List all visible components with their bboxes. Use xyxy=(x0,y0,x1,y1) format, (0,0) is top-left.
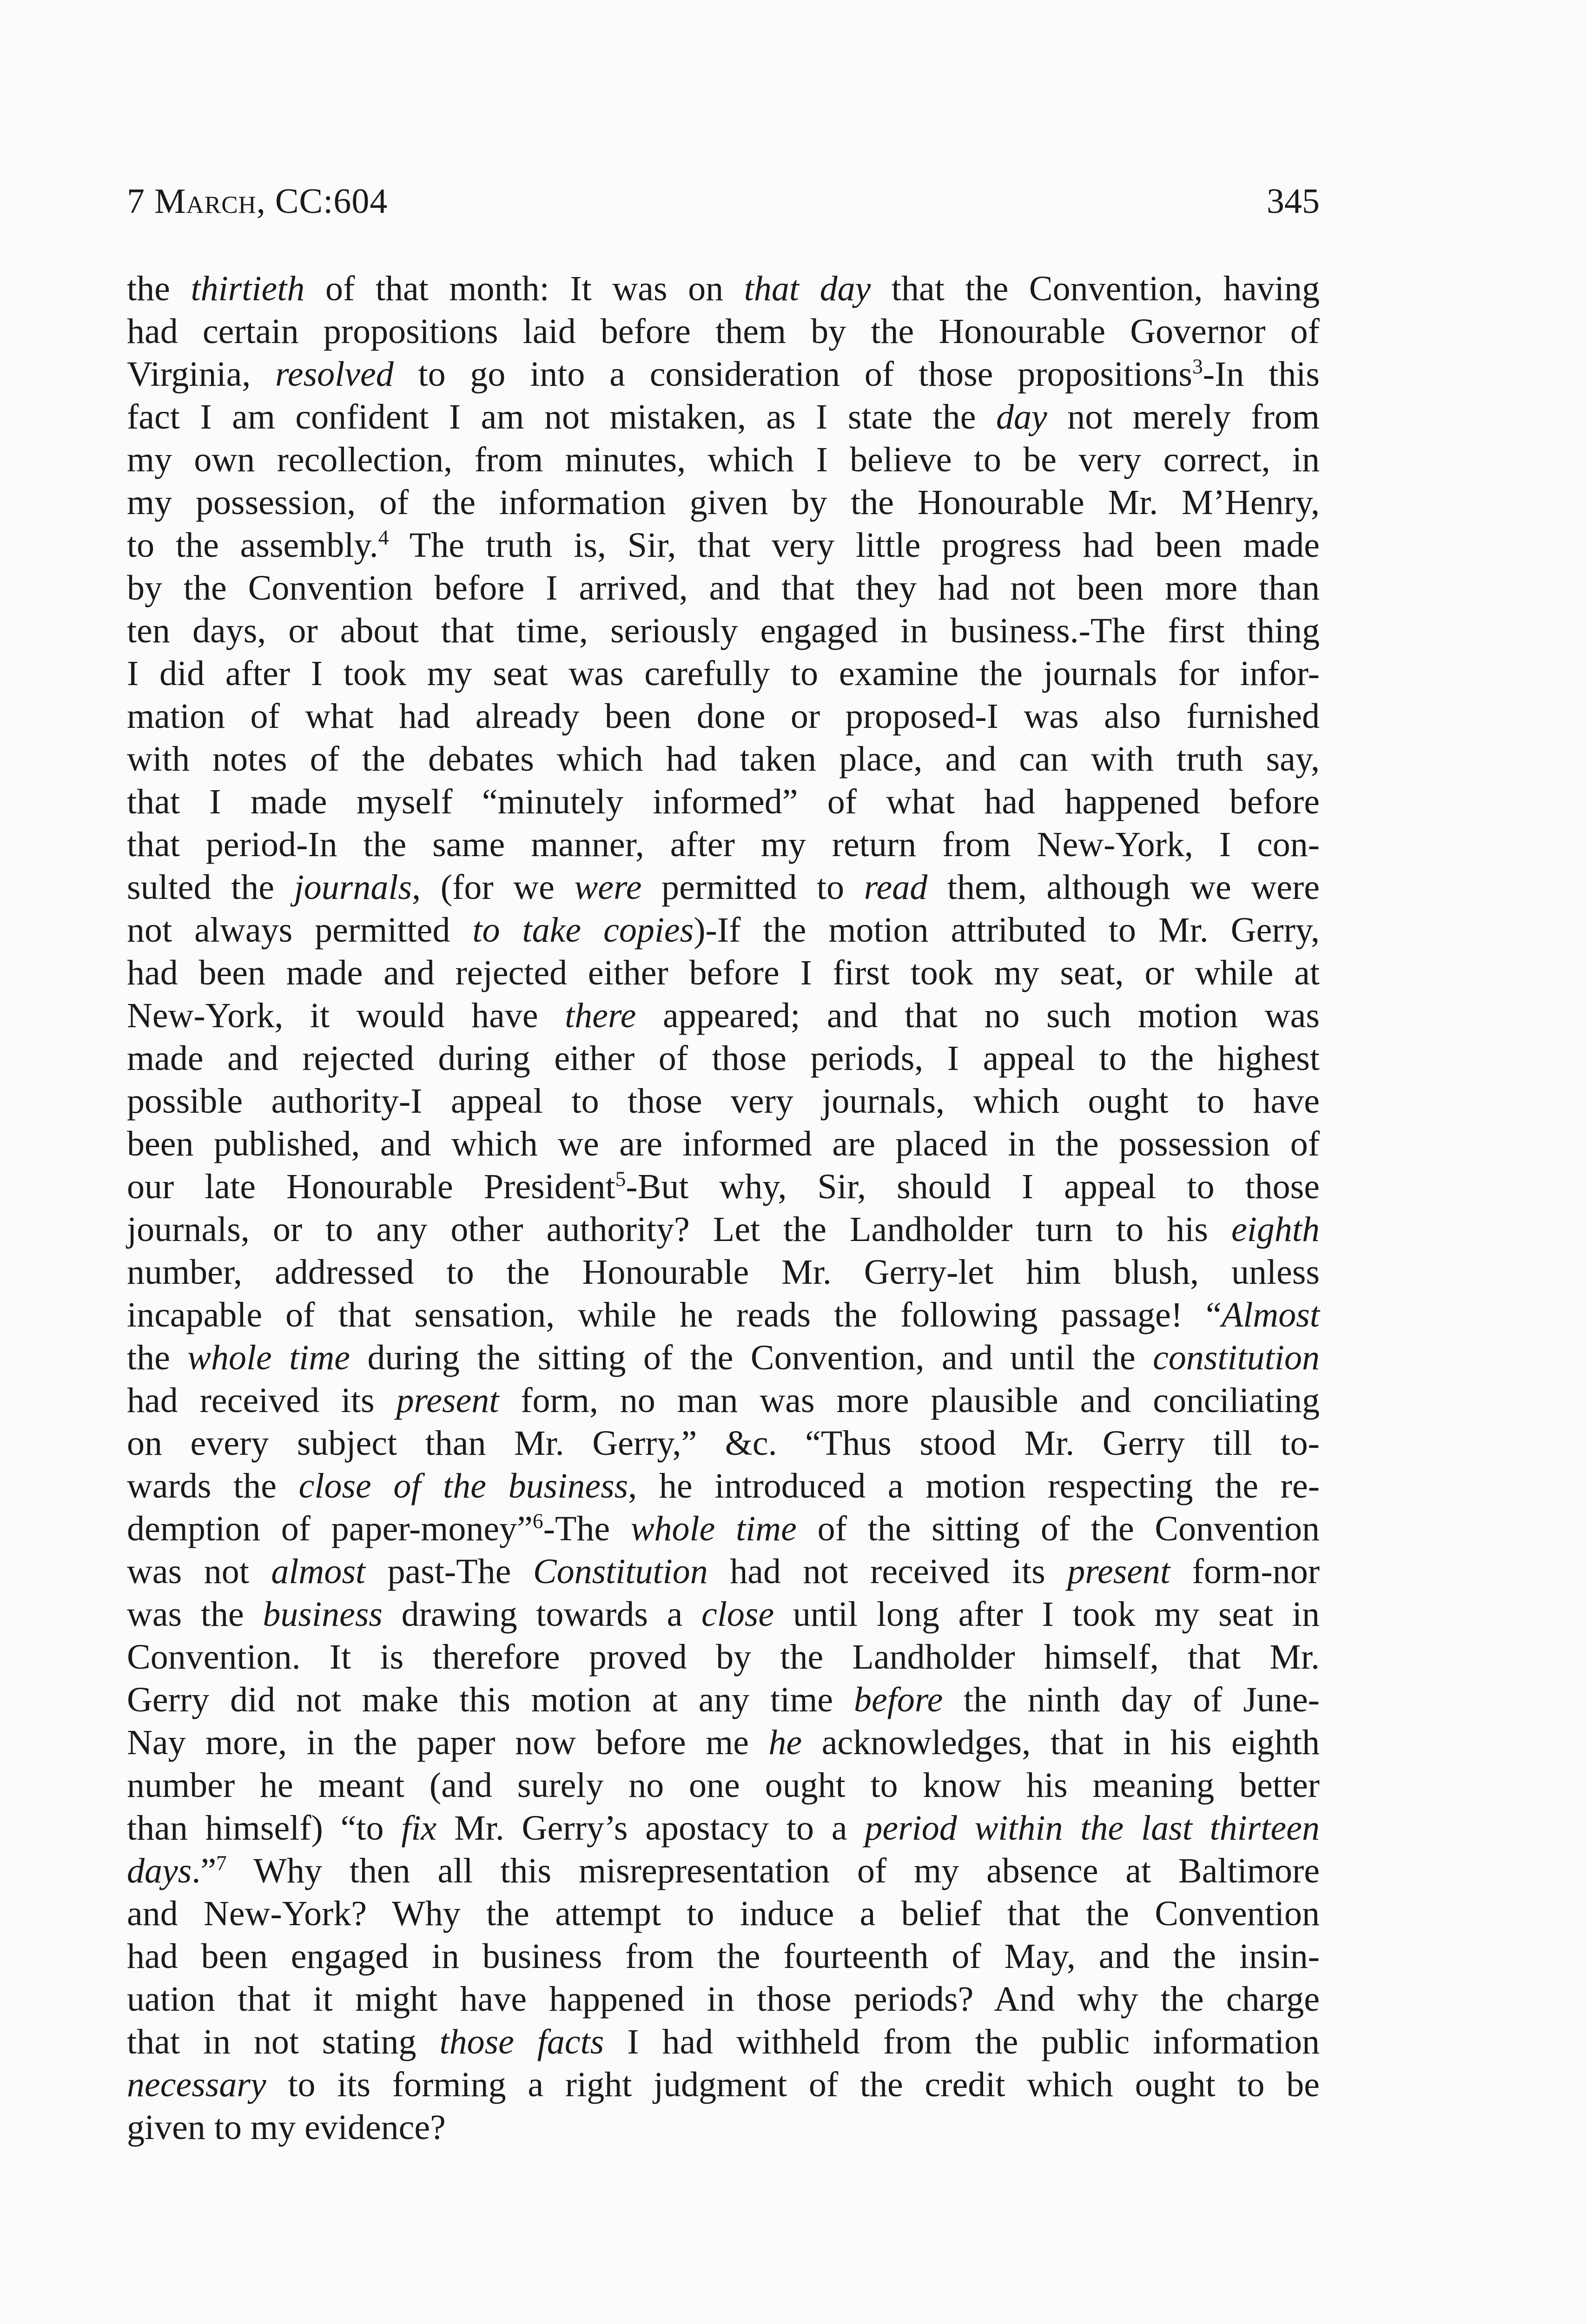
text-line xyxy=(127,310,1320,353)
text-run: wards the xyxy=(127,1466,299,1505)
text-line xyxy=(127,652,1320,695)
text-run: given to my evidence? xyxy=(127,2108,446,2147)
text-run: incapable of that sensation, while he reads the following passage! “ xyxy=(127,1295,1222,1334)
text-run: fact I am confident I am not mistaken, as I state the xyxy=(127,397,997,436)
italic-text: those facts xyxy=(439,2022,604,2061)
text-run: my possession, of the information given by the Honourable Mr. M’Henry, xyxy=(127,483,1320,522)
italic-text: before xyxy=(853,1680,943,1719)
text-run: acknowledges, that in his eighth xyxy=(802,1723,1320,1762)
italic-text: close xyxy=(701,1595,774,1634)
text-line xyxy=(127,1037,1320,1080)
text-run: )-If the motion attributed to Mr. Gerry, xyxy=(694,911,1320,950)
text-line xyxy=(127,738,1320,780)
text-line xyxy=(127,780,1320,823)
text-line xyxy=(127,1465,1320,1507)
body-text xyxy=(127,267,1320,2149)
text-run: had received its xyxy=(127,1381,396,1420)
text-run: I had withheld from the public information xyxy=(604,2022,1320,2061)
text-line xyxy=(127,2106,1320,2149)
italic-text: whole time xyxy=(187,1338,350,1377)
text-line xyxy=(127,1764,1320,1807)
text-run: than himself) “to xyxy=(127,1809,402,1848)
italic-text: thirtieth xyxy=(191,269,305,308)
text-run: number he meant (and surely no one ought to know his meaning better xyxy=(127,1766,1320,1805)
text-line xyxy=(127,1422,1320,1465)
italic-text: day xyxy=(996,397,1047,436)
italic-text: resolved xyxy=(275,355,394,394)
text-run: form-nor xyxy=(1170,1552,1320,1591)
text-run: my own recollection, from minutes, which I believe to be very correct, in xyxy=(127,440,1320,479)
italic-text: Constitution xyxy=(533,1552,708,1591)
text-line xyxy=(127,994,1320,1037)
text-run: sulted the xyxy=(127,868,294,907)
text-line xyxy=(127,2063,1320,2106)
text-run: not merely from xyxy=(1047,397,1320,436)
italic-text: journals xyxy=(294,868,412,907)
italic-text: fix xyxy=(401,1809,437,1848)
text-run: of that month: It was on xyxy=(304,269,744,308)
italic-text: present xyxy=(396,1381,499,1420)
text-run: that in not stating xyxy=(127,2022,440,2061)
text-run: drawing towards a xyxy=(382,1595,702,1634)
footnote-reference: 6 xyxy=(532,1509,543,1533)
text-line xyxy=(127,1849,1320,1892)
text-run: -The xyxy=(543,1509,631,1548)
text-line xyxy=(127,267,1320,310)
text-line xyxy=(127,524,1320,567)
text-run: -But why, Sir, should I appeal to those xyxy=(626,1167,1320,1206)
text-run: had been made and rejected either before I first took my seat, or while at xyxy=(127,953,1320,992)
text-run: to the assembly. xyxy=(127,526,378,565)
italic-text: whole time xyxy=(630,1509,797,1548)
text-line xyxy=(127,1550,1320,1593)
text-run: permitted to xyxy=(641,868,864,907)
text-run: possible authority-I appeal to those very journals, which ought to have xyxy=(127,1082,1320,1121)
italic-text: business xyxy=(263,1595,383,1634)
text-run: New-York, it would have xyxy=(127,996,565,1035)
text-run: ten days, or about that time, seriously engaged in business.-The first thing xyxy=(127,611,1320,650)
text-line xyxy=(127,1294,1320,1336)
text-run: uation that it might have happened in those periods? And why the charge xyxy=(127,1980,1320,2019)
text-run: .” xyxy=(192,1851,217,1890)
italic-text: that day xyxy=(744,269,871,308)
italic-text: Almost xyxy=(1221,1295,1320,1334)
footnote-reference: 7 xyxy=(216,1851,227,1875)
text-run: during the sitting of the Convention, and until the xyxy=(350,1338,1153,1377)
text-line xyxy=(127,567,1320,609)
text-run: -In this xyxy=(1203,355,1320,394)
text-run: past-The xyxy=(365,1552,533,1591)
text-line xyxy=(127,909,1320,951)
italic-text: close of the business xyxy=(298,1466,628,1505)
text-run: number, addressed to the Honourable Mr. Gerry-let him blush, unless xyxy=(127,1253,1320,1292)
italic-text: days xyxy=(127,1851,192,1890)
text-line xyxy=(127,1636,1320,1678)
page-header xyxy=(127,180,1320,223)
italic-text: he xyxy=(768,1723,802,1762)
text-line xyxy=(127,1122,1320,1165)
text-run: , (for we xyxy=(412,868,575,907)
text-run: appeared; and that no such motion was xyxy=(636,996,1320,1035)
text-line xyxy=(127,1336,1320,1379)
text-run: was not xyxy=(127,1552,271,1591)
text-run: made and rejected during either of those periods, I appeal to the highest xyxy=(127,1039,1320,1078)
text-run: on every subject than Mr. Gerry,” &c. “Thus stood Mr. Gerry till to- xyxy=(127,1424,1320,1463)
italic-text: period within the last thirteen xyxy=(865,1809,1320,1848)
text-run: until long after I took my seat in xyxy=(774,1595,1320,1634)
text-line xyxy=(127,1379,1320,1422)
text-run: Why then all this misrepresentation of my absence at Baltimore xyxy=(226,1851,1320,1890)
text-run: was the xyxy=(127,1595,263,1634)
text-line xyxy=(127,438,1320,481)
text-run: that I made myself “minutely informed” of what had happened before xyxy=(127,782,1320,821)
footnote-reference: 3 xyxy=(1192,354,1203,378)
footnote-reference: 5 xyxy=(615,1167,626,1191)
text-line xyxy=(127,951,1320,994)
text-line xyxy=(127,1507,1320,1550)
text-line xyxy=(127,1978,1320,2020)
text-run: Convention. It is therefore proved by the Landholder himself, that Mr. xyxy=(127,1637,1320,1677)
text-run: the xyxy=(127,269,191,308)
text-run: them, although we were xyxy=(927,868,1320,907)
text-run: Mr. Gerry’s apostacy to a xyxy=(436,1809,865,1848)
text-line xyxy=(127,353,1320,396)
text-line xyxy=(127,1165,1320,1208)
text-run: form, no man was more plausible and conciliating xyxy=(499,1381,1320,1420)
text-run: by the Convention before I arrived, and that they had not been more than xyxy=(127,568,1320,607)
text-line xyxy=(127,609,1320,652)
text-line xyxy=(127,481,1320,524)
text-run: with notes of the debates which had taken place, and can with truth say, xyxy=(127,739,1320,779)
text-run: Virginia, xyxy=(127,355,276,394)
text-line xyxy=(127,823,1320,866)
italic-text: necessary xyxy=(127,2065,266,2104)
text-line xyxy=(127,1678,1320,1721)
text-line xyxy=(127,1593,1320,1636)
text-run: The truth is, Sir, that very little progress had been made xyxy=(389,526,1320,565)
text-run: of the sitting of the Convention xyxy=(796,1509,1320,1548)
text-run: demption of paper-money” xyxy=(127,1509,533,1548)
footnote-reference: 4 xyxy=(378,525,389,549)
text-run: had not received its xyxy=(707,1552,1068,1591)
text-run: Gerry did not make this motion at any time xyxy=(127,1680,854,1719)
text-run: had certain propositions laid before them by the Honourable Governor of xyxy=(127,312,1320,351)
italic-text: eighth xyxy=(1231,1210,1320,1249)
text-line xyxy=(127,695,1320,738)
text-run: journals, or to any other authority? Let the Landholder turn to his xyxy=(127,1210,1232,1249)
italic-text: were xyxy=(574,868,642,907)
text-line xyxy=(127,1807,1320,1849)
italic-text: to take copies xyxy=(472,911,694,950)
text-run: not always permitted xyxy=(127,911,473,950)
text-run: our late Honourable President xyxy=(127,1167,615,1206)
text-run: to go into a consideration of those propositions xyxy=(393,355,1192,394)
italic-text: read xyxy=(864,868,928,907)
text-run: and New-York? Why the attempt to induce a belief that the Convention xyxy=(127,1894,1320,1933)
text-run: mation of what had already been done or proposed-I was also furnished xyxy=(127,697,1320,736)
text-run: Nay more, in the paper now before me xyxy=(127,1723,769,1762)
text-run: to its forming a right judgment of the credit which ought to be xyxy=(266,2065,1320,2104)
italic-text: constitution xyxy=(1153,1338,1320,1377)
text-line xyxy=(127,866,1320,909)
text-line xyxy=(127,2020,1320,2063)
italic-text: almost xyxy=(271,1552,366,1591)
text-run: the ninth day of June- xyxy=(943,1680,1320,1719)
page-number: 345 xyxy=(1267,182,1320,221)
text-line xyxy=(127,1080,1320,1122)
text-run: had been engaged in business from the fourteenth of May, and the insin- xyxy=(127,1937,1320,1976)
text-run: I did after I took my seat was carefully to examine the journals for infor- xyxy=(127,654,1320,693)
text-run: that period-In the same manner, after my return from New-York, I con- xyxy=(127,825,1320,864)
running-head: 7 March, CC:604 xyxy=(127,182,388,221)
text-line xyxy=(127,1251,1320,1294)
text-line xyxy=(127,1892,1320,1935)
text-line xyxy=(127,1208,1320,1251)
text-run: , he introduced a motion respecting the re- xyxy=(628,1466,1320,1505)
text-run: the xyxy=(127,1338,188,1377)
text-line xyxy=(127,1721,1320,1764)
text-line xyxy=(127,1935,1320,1978)
text-run: that the Convention, having xyxy=(871,269,1320,308)
text-run: been published, and which we are informed are placed in the possession of xyxy=(127,1124,1320,1163)
italic-text: present xyxy=(1067,1552,1170,1591)
text-line xyxy=(127,396,1320,438)
italic-text: there xyxy=(565,996,636,1035)
